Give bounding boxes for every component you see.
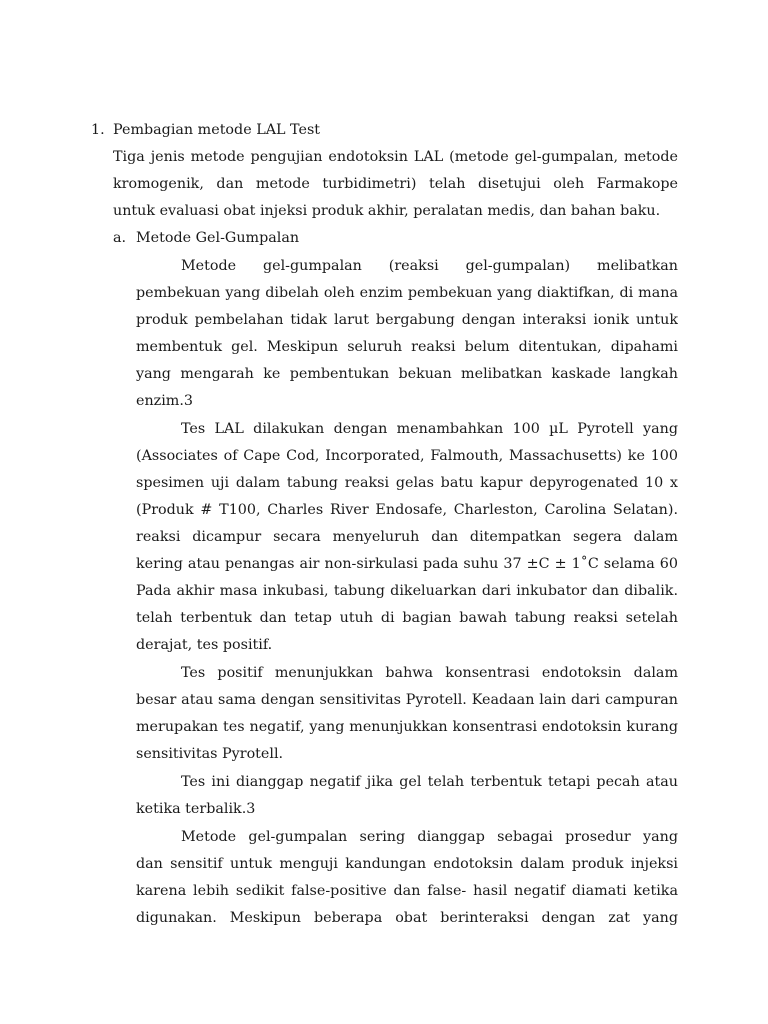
paragraph-line: ketika terbalik.3 — [136, 801, 256, 817]
paragraph-line: Tes ini dianggap negatif jika gel telah terbentuk tetapi pecah atau — [181, 774, 678, 790]
paragraph-line: dan sensitif untuk menguji kandungan endotoksin dalam produk injeksi — [136, 856, 678, 872]
subsection-heading: Metode Gel-Gumpalan — [136, 230, 300, 246]
paragraph-line: (Associates of Cape Cod, Incorporated, Falmouth, Massachusetts) ke 100 — [136, 448, 678, 464]
paragraph-line: merupakan tes negatif, yang menunjukkan konsentrasi endotoksin kurang — [136, 719, 678, 735]
paragraph-line: telah terbentuk dan tetap utuh di bagian bawah tabung reaksi setelah — [136, 610, 678, 626]
paragraph-line: (Produk # T100, Charles River Endosafe, Charleston, Carolina Selatan). — [136, 502, 678, 518]
paragraph-line: Tes LAL dilakukan dengan menambahkan 100 µL Pyrotell yang — [181, 421, 678, 437]
paragraph-line: yang mengarah ke pembentukan bekuan melibatkan kaskade langkah — [136, 366, 678, 382]
paragraph-line: Metode gel-gumpalan (reaksi gel-gumpalan) melibatkan — [181, 258, 678, 274]
section-number: 1. — [91, 122, 105, 138]
paragraph-line: derajat, tes positif. — [136, 637, 273, 653]
paragraph-line: besar atau sama dengan sensitivitas Pyrotell. Keadaan lain dari campuran — [136, 692, 678, 708]
paragraph-line: karena lebih sedikit false-positive dan false- hasil negatif diamati ketika — [136, 883, 678, 899]
paragraph-line: kering atau penangas air non-sirkulasi pada suhu 37 ±C ± 1˚C selama 60 — [136, 556, 678, 572]
paragraph-line: digunakan. Meskipun beberapa obat berinteraksi dengan zat yang — [136, 910, 678, 926]
paragraph-line: Pada akhir masa inkubasi, tabung dikeluarkan dari inkubator dan dibalik. — [136, 583, 678, 599]
paragraph-line: enzim.3 — [136, 393, 193, 409]
paragraph-line: membentuk gel. Meskipun seluruh reaksi belum ditentukan, dipahami — [136, 339, 678, 355]
paragraph-line: sensitivitas Pyrotell. — [136, 746, 284, 762]
intro-line: Tiga jenis metode pengujian endotoksin LAL (metode gel-gumpalan, metode — [113, 149, 678, 165]
intro-line: untuk evaluasi obat injeksi produk akhir, peralatan medis, dan bahan baku. — [113, 203, 661, 219]
paragraph-line: spesimen uji dalam tabung reaksi gelas batu kapur depyrogenated 10 x — [136, 475, 678, 491]
section-heading: Pembagian metode LAL Test — [113, 122, 321, 138]
paragraph-line: pembekuan yang dibelah oleh enzim pembekuan yang diaktifkan, di mana — [136, 285, 678, 301]
paragraph-line: reaksi dicampur secara menyeluruh dan ditempatkan segera dalam — [136, 529, 678, 545]
subsection-letter: a. — [113, 230, 127, 246]
paragraph-line: Metode gel-gumpalan sering dianggap sebagai prosedur yang — [181, 829, 678, 845]
intro-line: kromogenik, dan metode turbidimetri) telah disetujui oleh Farmakope — [113, 176, 678, 192]
paragraph-line: produk pembelahan tidak larut bergabung dengan interaksi ionik untuk — [136, 312, 678, 328]
paragraph-line: Tes positif menunjukkan bahwa konsentrasi endotoksin dalam — [181, 665, 678, 681]
